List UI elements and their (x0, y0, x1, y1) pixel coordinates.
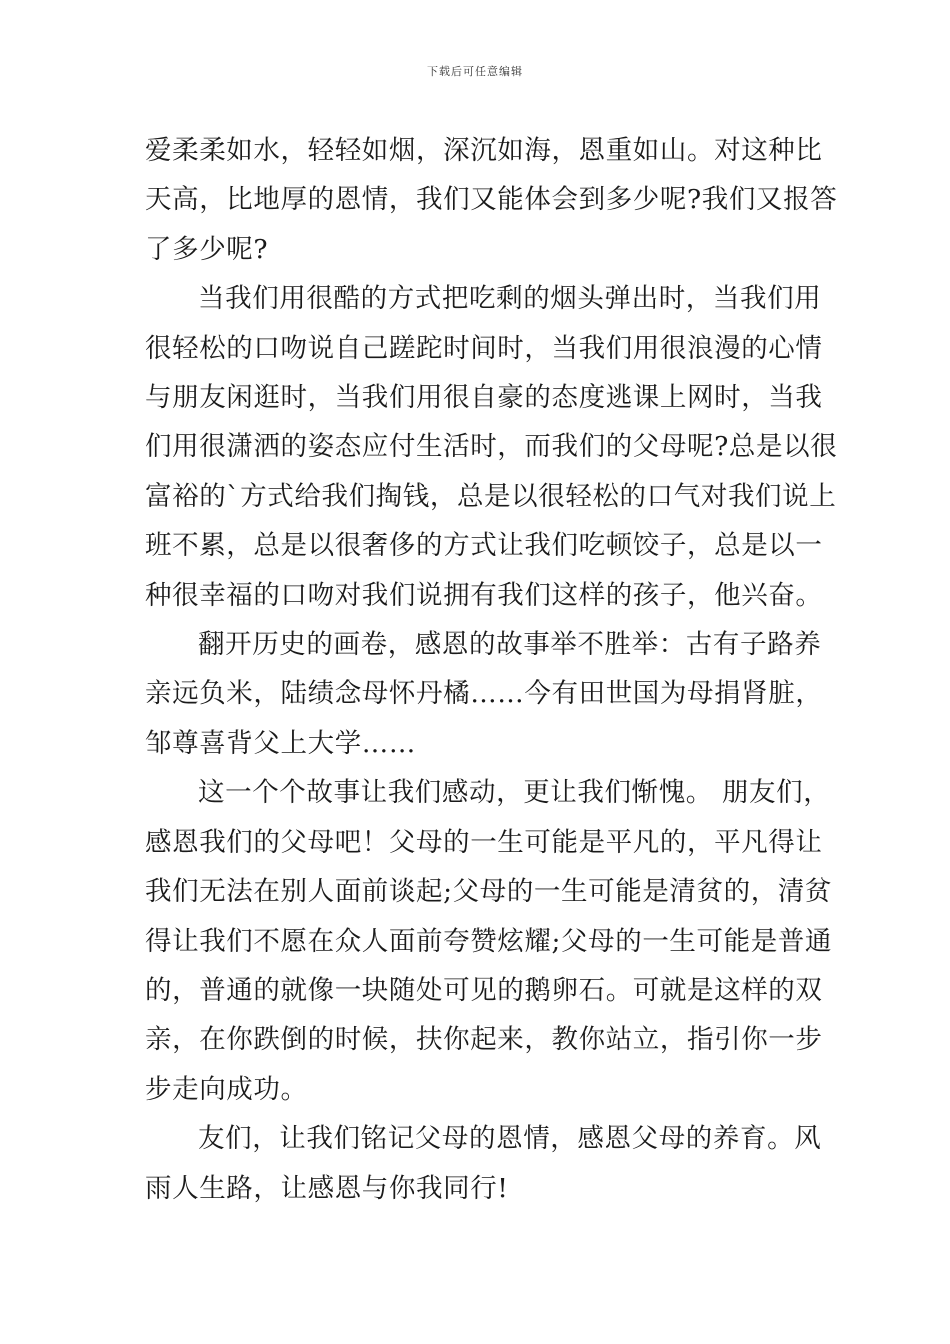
text-line: 我们无法在别人面前谈起;父母的一生可能是清贫的，清贫 (145, 876, 833, 908)
text-line: 们用很潇洒的姿态应付生活时，而我们的父母呢?总是以很 (145, 431, 838, 463)
text-line: 亲远负米，陆绩念母怀丹橘……今有田世国为母捐肾脏， (145, 678, 823, 710)
text-line: 得让我们不愿在众人面前夸赞炫耀;父母的一生可能是普通 (145, 925, 833, 957)
text-line: 邹尊喜背父上大学…… (145, 727, 416, 759)
paragraph-5 (145, 1114, 822, 1213)
text-line: 友们，让我们铭记父母的恩情，感恩父母的养育。风 (198, 1123, 822, 1155)
text-line: 种很幸福的口吻对我们说拥有我们这样的孩子，他兴奋。 (145, 579, 823, 611)
text-line: 感恩我们的父母吧！父母的一生可能是平凡的，平凡得让 (145, 826, 823, 858)
paragraph-2 (145, 274, 838, 620)
page-header: 下载后可任意编辑 (427, 65, 523, 78)
text-line: 雨人生路，让感恩与你我同行! (145, 1172, 509, 1204)
paragraph-4 (145, 768, 833, 1114)
text-line: 了多少呢? (145, 233, 269, 265)
text-line: 与朋友闲逛时，当我们用很自豪的态度逃课上网时，当我 (145, 382, 823, 414)
text-line: 富裕的`方式给我们掏钱，总是以很轻松的口气对我们说上 (145, 480, 837, 512)
text-line: 天高，比地厚的恩情，我们又能体会到多少呢?我们又报答 (145, 184, 838, 216)
text-line: 爱柔柔如水，轻轻如烟，深沉如海，恩重如山。对这种比 (145, 135, 823, 166)
paragraph-3 (145, 620, 823, 768)
text-line: 这一个个故事让我们感动，更让我们惭愧。 朋友们， (198, 777, 831, 809)
paragraph-1 (145, 126, 838, 274)
text-line: 步走向成功。 (145, 1073, 308, 1105)
document-body (145, 126, 838, 1213)
text-line: 翻开历史的画卷，感恩的故事举不胜举：古有子路养 (198, 629, 822, 661)
text-line: 班不累，总是以很奢侈的方式让我们吃顿饺子，总是以一 (145, 530, 823, 562)
text-line: 当我们用很酷的方式把吃剩的烟头弹出时，当我们用 (198, 283, 822, 315)
text-line: 很轻松的口吻说自己蹉跎时间时，当我们用很浪漫的心情 (145, 332, 823, 364)
text-line: 亲，在你跌倒的时候，扶你起来，教你站立，指引你一步 (145, 1024, 823, 1056)
text-line: 的，普通的就像一块随处可见的鹅卵石。可就是这样的双 (145, 974, 823, 1006)
